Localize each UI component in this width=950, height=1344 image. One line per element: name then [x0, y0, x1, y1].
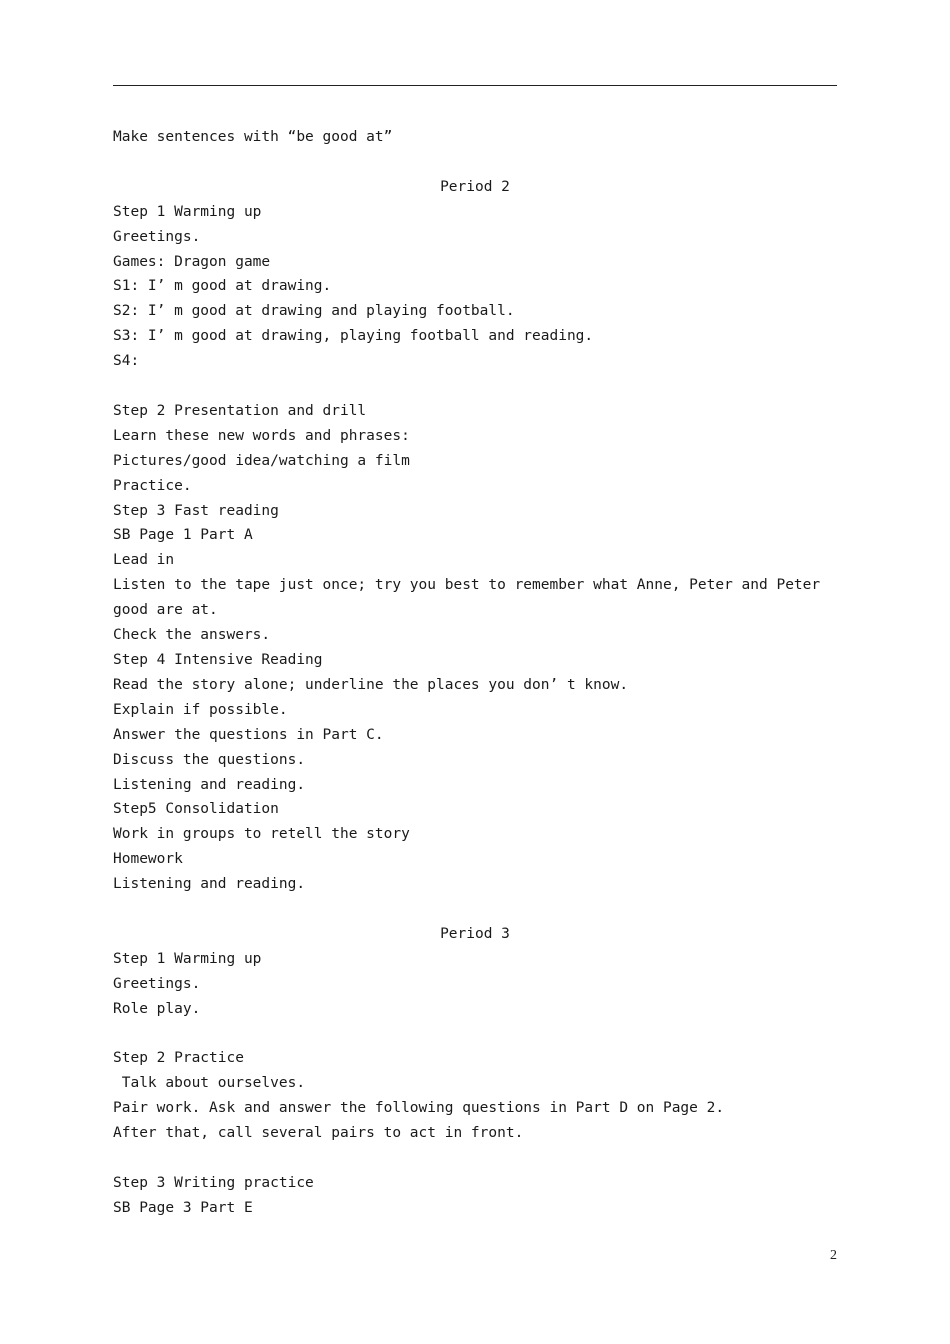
- step-heading: Step 1 Warming up: [113, 950, 262, 967]
- text-line: Check the answers.: [113, 627, 271, 644]
- text-line: Listening and reading.: [113, 776, 306, 793]
- period-3-title: Period 3: [440, 925, 510, 942]
- text-line: Games: Dragon game: [113, 253, 271, 270]
- text-line: S1: I’ m good at drawing.: [113, 278, 332, 295]
- step-heading: Step 1 Warming up: [113, 203, 262, 220]
- text-line: Greetings.: [113, 228, 201, 245]
- text-line: S4:: [113, 353, 140, 370]
- step-heading: Step 3 Fast reading: [113, 502, 279, 519]
- text-line: Homework: [113, 851, 183, 868]
- text-line: Listening and reading.: [113, 876, 306, 893]
- text-line: Read the story alone; underline the places you don’ t know.: [113, 676, 629, 693]
- blank-line: [113, 897, 837, 922]
- period-2-title: Period 2: [440, 178, 510, 195]
- page-number: 2: [830, 1248, 837, 1263]
- text-line: Work in groups to retell the story: [113, 826, 410, 843]
- blank-line: [113, 374, 837, 399]
- step-heading: Step 2 Practice: [113, 1050, 244, 1067]
- blank-line: [113, 150, 837, 175]
- text-line: Discuss the questions.: [113, 751, 306, 768]
- text-line: Answer the questions in Part C.: [113, 726, 384, 743]
- text-line: After that, call several pairs to act in front.: [113, 1125, 524, 1142]
- text-line: S2: I’ m good at drawing and playing football.: [113, 303, 515, 320]
- text-line: Talk about ourselves.: [113, 1075, 306, 1092]
- text-line: Practice.: [113, 477, 192, 494]
- blank-line: [113, 1022, 837, 1047]
- step-heading: Step 4 Intensive Reading: [113, 652, 323, 668]
- text-line: Greetings.: [113, 975, 201, 992]
- intro-line: Make sentences with “be good at”: [113, 129, 393, 145]
- document-body: [113, 125, 837, 1221]
- listen-paragraph: Listen to the tape just once; try you best to remember what Anne, Peter and Peter good are at.: [113, 577, 821, 619]
- text-line: Explain if possible.: [113, 701, 288, 718]
- header-rule: [113, 85, 837, 86]
- step-heading: Step5 Consolidation: [113, 801, 279, 818]
- step-heading: Step 3 Writing practice: [113, 1174, 314, 1191]
- text-line: SB Page 1 Part A: [113, 527, 253, 544]
- text-line: Lead in: [113, 552, 175, 569]
- text-line: Pair work. Ask and answer the following questions in Part D on Page 2.: [113, 1100, 725, 1117]
- step-heading: Step 2 Presentation and drill: [113, 402, 367, 419]
- text-line: Role play.: [113, 1000, 201, 1017]
- text-line: Learn these new words and phrases:: [113, 427, 410, 444]
- text-line: Pictures/good idea/watching a film: [113, 452, 410, 469]
- blank-line: [113, 1146, 837, 1171]
- text-line: S3: I’ m good at drawing, playing football and reading.: [113, 328, 594, 345]
- text-line: SB Page 3 Part E: [113, 1199, 253, 1216]
